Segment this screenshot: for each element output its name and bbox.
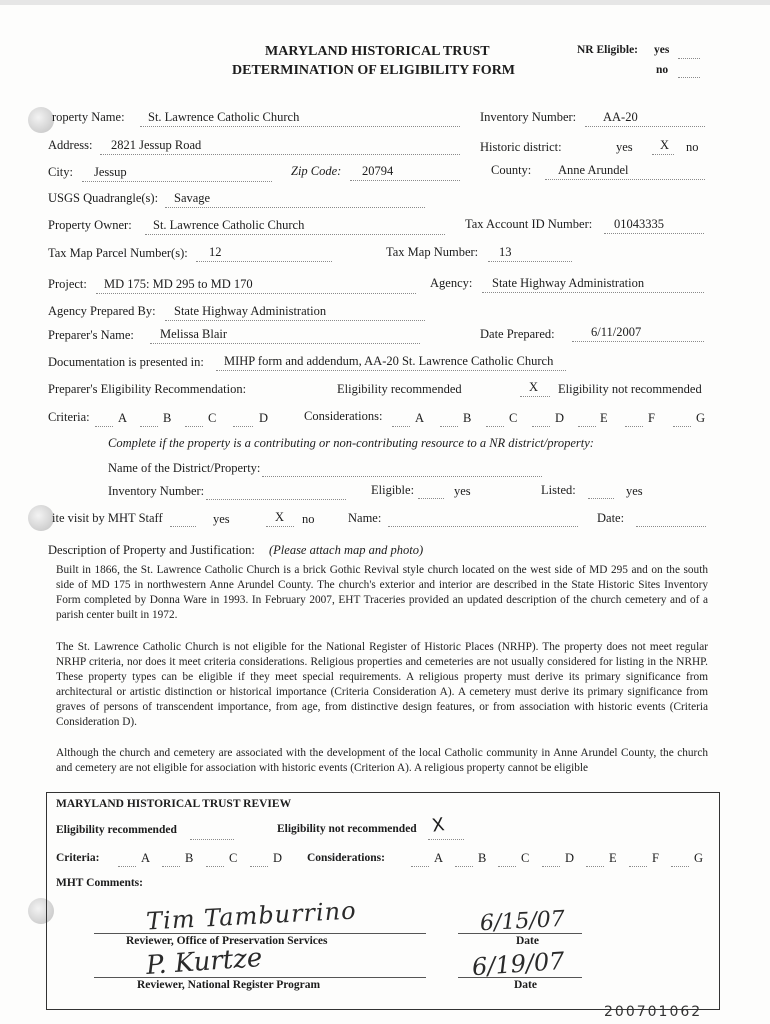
review-considerations-c: C xyxy=(521,851,530,865)
zip-code-label: Zip Code: xyxy=(291,164,342,178)
document-number: 200701062 xyxy=(604,1004,703,1020)
review-considerations-e: E xyxy=(609,851,617,865)
reviewer-1-signature: Tim Tamburrino xyxy=(145,896,358,936)
review-considerations-a: A xyxy=(434,851,444,865)
agency-prepared-label: Agency Prepared By: xyxy=(48,304,156,318)
review-not-recommended-mark: X xyxy=(430,814,446,837)
agency-prepared-value: State Highway Administration xyxy=(174,304,327,318)
form-title-line1: MARYLAND HISTORICAL TRUST xyxy=(265,44,490,59)
review-eligibility-recommended: Eligibility recommended xyxy=(56,824,177,836)
review-title: MARYLAND HISTORICAL TRUST REVIEW xyxy=(56,798,292,810)
date-prepared-label: Date Prepared: xyxy=(480,327,555,341)
nr-eligible-no: no xyxy=(656,64,669,76)
contributing-resource-note: Complete if the property is a contributing or non-contributing resource to a NR district/property: xyxy=(108,436,594,450)
inventory-number-label: Inventory Number: xyxy=(480,110,577,124)
tax-map-number-value: 13 xyxy=(499,245,512,259)
review-considerations-label: Considerations: xyxy=(307,852,385,864)
criteria-b: B xyxy=(163,411,172,425)
agency-label: Agency: xyxy=(430,276,473,290)
tax-account-value: 01043335 xyxy=(614,217,664,231)
address-value: 2821 Jessup Road xyxy=(111,138,202,152)
property-name-value: St. Lawrence Catholic Church xyxy=(148,110,300,124)
preparer-name-label: Preparer's Name: xyxy=(48,328,134,342)
reviewer-2-signature: P. Kurtze xyxy=(145,942,264,982)
considerations-b: B xyxy=(463,411,472,425)
description-paragraph-1: Built in 1866, the St. Lawrence Catholic Church is a brick Gothic Revival style church located on the west side of MD 295 and on the south side of MD 175 in northwestern Anne Arundel County. The church's exterior and interior are described in the State Historic Sites Inventory Form completed by Donna Ware in 1993. In February 2007, EHT Traceries provided an updated description of the church cemetery and of a parish center built in 1972. xyxy=(56,564,708,621)
review-criteria-c: C xyxy=(229,851,238,865)
historic-district-yes: yes xyxy=(616,140,633,154)
property-name-label: roperty Name: xyxy=(52,110,125,124)
review-criteria-a: A xyxy=(141,851,151,865)
reviewer-1-label: Reviewer, Office of Preservation Services xyxy=(126,935,328,947)
project-label: Project: xyxy=(48,277,87,291)
nr-eligible-label: NR Eligible: xyxy=(577,44,639,56)
review-criteria-label: Criteria: xyxy=(56,852,100,864)
historic-district-mark: X xyxy=(660,138,670,152)
eligibility-recommended-option: Eligibility recommended xyxy=(337,382,462,396)
description-paragraph-2: The St. Lawrence Catholic Church is not eligible for the National Register of Historic Places (NRHP). The property does not meet regular NRHP criteria, nor does it meet criteria considerations. Religious properties and cemeteries are not usually considered for listing in the NRHP. These property types can be eligible if they meet special requirements. A religious property must derive its primary significance from architectural or artistic distinction or historical importance (Criteria Consideration A). A cemetery must derive its primary significance from graves of persons of transcendent importance, from age, from distinctive design features, or from association with historic events (Criteria Consideration D). xyxy=(56,641,708,728)
date-prepared-value: 6/11/2007 xyxy=(591,325,642,339)
property-owner-value: St. Lawrence Catholic Church xyxy=(153,218,305,232)
considerations-d: D xyxy=(555,411,565,425)
address-label: Address: xyxy=(48,138,93,152)
reviewer-2-date-label: Date xyxy=(514,979,537,991)
site-visit-yes: yes xyxy=(213,512,230,526)
site-visit-name-label: Name: xyxy=(348,511,382,525)
recommendation-label: Preparer's Eligibility Recommendation: xyxy=(48,382,247,396)
site-visit-date-label: Date: xyxy=(597,511,625,525)
punch-hole-middle xyxy=(28,505,54,531)
considerations-c: C xyxy=(509,411,518,425)
mht-comments-label: MHT Comments: xyxy=(56,877,143,889)
site-visit-mark: X xyxy=(275,510,285,524)
city-value: Jessup xyxy=(94,165,127,179)
site-visit-label: ite visit by MHT Staff xyxy=(52,511,163,525)
county-label: County: xyxy=(491,163,532,177)
zip-code-value: 20794 xyxy=(362,164,394,178)
listed-label: Listed: xyxy=(541,483,576,497)
form-title-line2: DETERMINATION OF ELIGIBILITY FORM xyxy=(232,63,516,78)
city-label: City: xyxy=(48,165,74,179)
property-owner-label: Property Owner: xyxy=(48,218,132,232)
county-value: Anne Arundel xyxy=(558,163,629,177)
description-paragraph-3: Although the church and cemetery are associated with the development of the local Catholic community in Anne Arundel County, the church and cemetery are not eligible for association with historic events (Criterion A). A religious property cannot be eligible xyxy=(56,747,708,774)
district-name-label: Name of the District/Property: xyxy=(108,461,261,475)
tax-map-number-label: Tax Map Number: xyxy=(386,245,479,259)
usgs-quadrangle-label: USGS Quadrangle(s): xyxy=(48,191,159,205)
agency-value: State Highway Administration xyxy=(492,276,645,290)
review-considerations-d: D xyxy=(565,851,575,865)
considerations-a: A xyxy=(415,411,425,425)
preparer-name-value: Melissa Blair xyxy=(160,327,228,341)
considerations-f: F xyxy=(648,411,655,425)
tax-map-parcel-value: 12 xyxy=(209,245,222,259)
nr-eligible-yes: yes xyxy=(654,44,670,56)
description-label: Description of Property and Justification: xyxy=(48,543,255,557)
inventory-number-value: AA-20 xyxy=(603,110,638,124)
usgs-quadrangle-value: Savage xyxy=(174,191,211,205)
review-eligibility-not-recommended: Eligibility not recommended xyxy=(277,823,417,835)
historic-district-no: no xyxy=(686,140,699,154)
reviewer-2-date: 6/19/07 xyxy=(471,946,566,982)
considerations-g: G xyxy=(696,411,706,425)
reviewer-1-date-label: Date xyxy=(516,935,539,947)
historic-district-label: Historic district: xyxy=(480,140,562,154)
reviewer-1-date: 6/15/07 xyxy=(479,906,566,937)
considerations-e: E xyxy=(600,411,608,425)
recommendation-mark: X xyxy=(529,380,539,394)
district-inventory-label: Inventory Number: xyxy=(108,484,205,498)
criteria-c: C xyxy=(208,411,217,425)
review-considerations-g: G xyxy=(694,851,704,865)
scan-edge xyxy=(0,0,770,5)
site-visit-no: no xyxy=(302,512,315,526)
criteria-a: A xyxy=(118,411,128,425)
review-criteria-b: B xyxy=(185,851,194,865)
review-criteria-d: D xyxy=(273,851,283,865)
documentation-label: Documentation is presented in: xyxy=(48,355,204,369)
considerations-label: Considerations: xyxy=(304,409,383,423)
review-considerations-b: B xyxy=(478,851,487,865)
project-value: MD 175: MD 295 to MD 170 xyxy=(104,277,253,291)
documentation-value: MIHP form and addendum, AA-20 St. Lawrence Catholic Church xyxy=(224,354,554,368)
eligibility-not-recommended-option: Eligibility not recommended xyxy=(558,382,702,396)
listed-yes: yes xyxy=(626,484,643,498)
review-considerations-f: F xyxy=(652,851,659,865)
punch-hole-top xyxy=(28,107,54,133)
tax-map-parcel-label: Tax Map Parcel Number(s): xyxy=(48,246,188,260)
description-note: (Please attach map and photo) xyxy=(269,543,424,557)
eligible-label: Eligible: xyxy=(371,483,415,497)
criteria-d: D xyxy=(259,411,269,425)
eligible-yes: yes xyxy=(454,484,471,498)
tax-account-label: Tax Account ID Number: xyxy=(465,217,593,231)
reviewer-2-label: Reviewer, National Register Program xyxy=(137,979,321,991)
criteria-label: Criteria: xyxy=(48,410,90,424)
